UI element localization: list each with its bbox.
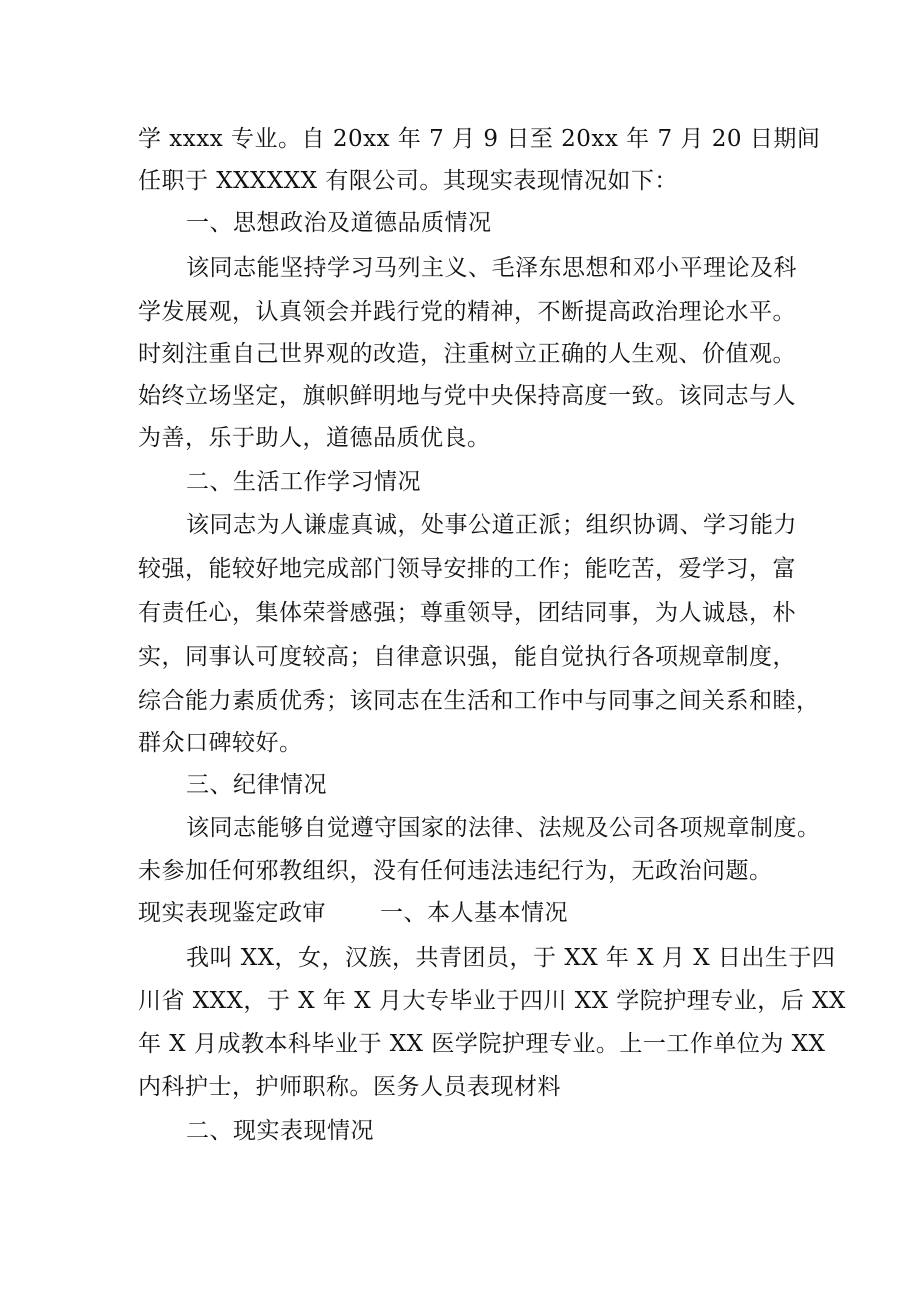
text-line: 内科护士，护师职称。医务人员表现材料 — [138, 1074, 561, 1100]
text-line: 始终立场坚定，旗帜鲜明地与党中央保持高度一致。该同志与人 — [138, 383, 796, 409]
text-line: 实，同事认可度较高；自律意识强，能自觉执行各项规章制度， — [138, 644, 796, 670]
text-line: 我叫 XX，女，汉族，共青团员，于 XX 年 X 月 X 日出生于四 — [186, 945, 836, 971]
text-line: 群众口碑较好。 — [138, 730, 303, 756]
text-line: 较强，能较好地完成部门领导安排的工作；能吃苦，爱学习，富 — [138, 556, 796, 582]
text-line: 学 xxxx 专业。自 20xx 年 7 月 9 日至 20xx 年 7 月 20 日期间 — [138, 126, 821, 152]
document-title: 现实表现鉴定政审 — [138, 900, 326, 926]
section-heading: 三、纪律情况 — [186, 772, 327, 798]
section-heading: 一、本人基本情况 — [380, 900, 568, 926]
text-line: 时刻注重自己世界观的改造，注重树立正确的人生观、价值观。 — [138, 341, 796, 367]
text-line: 川省 XXX，于 X 年 X 月大专毕业于四川 XX 学院护理专业，后 XX — [138, 988, 846, 1014]
section-heading: 二、生活工作学习情况 — [186, 469, 421, 495]
text-line: 未参加任何邪教组织，没有任何违法违纪行为，无政治问题。 — [138, 858, 773, 884]
text-line: 有责任心，集体荣誉感强；尊重领导，团结同事，为人诚恳，朴 — [138, 600, 796, 626]
text-line: 综合能力素质优秀；该同志在生活和工作中与同事之间关系和睦， — [138, 688, 820, 714]
section-heading: 二、现实表现情况 — [186, 1118, 374, 1144]
text-line: 年 X 月成教本科毕业于 XX 医学院护理专业。上一工作单位为 XX — [138, 1031, 826, 1057]
text-line: 任职于 XXXXXX 有限公司。其现实表现情况如下： — [138, 168, 678, 194]
section-heading: 一、思想政治及道德品质情况 — [186, 210, 492, 236]
text-line: 为善，乐于助人，道德品质优良。 — [138, 425, 491, 451]
text-line: 该同志为人谦虚真诚，处事公道正派；组织协调、学习能力 — [186, 512, 797, 538]
text-line: 该同志能坚持学习马列主义、毛泽东思想和邓小平理论及科 — [186, 255, 797, 281]
text-line: 该同志能够自觉遵守国家的法律、法规及公司各项规章制度。 — [186, 815, 821, 841]
text-line: 学发展观，认真领会并践行党的精神，不断提高政治理论水平。 — [138, 299, 796, 325]
